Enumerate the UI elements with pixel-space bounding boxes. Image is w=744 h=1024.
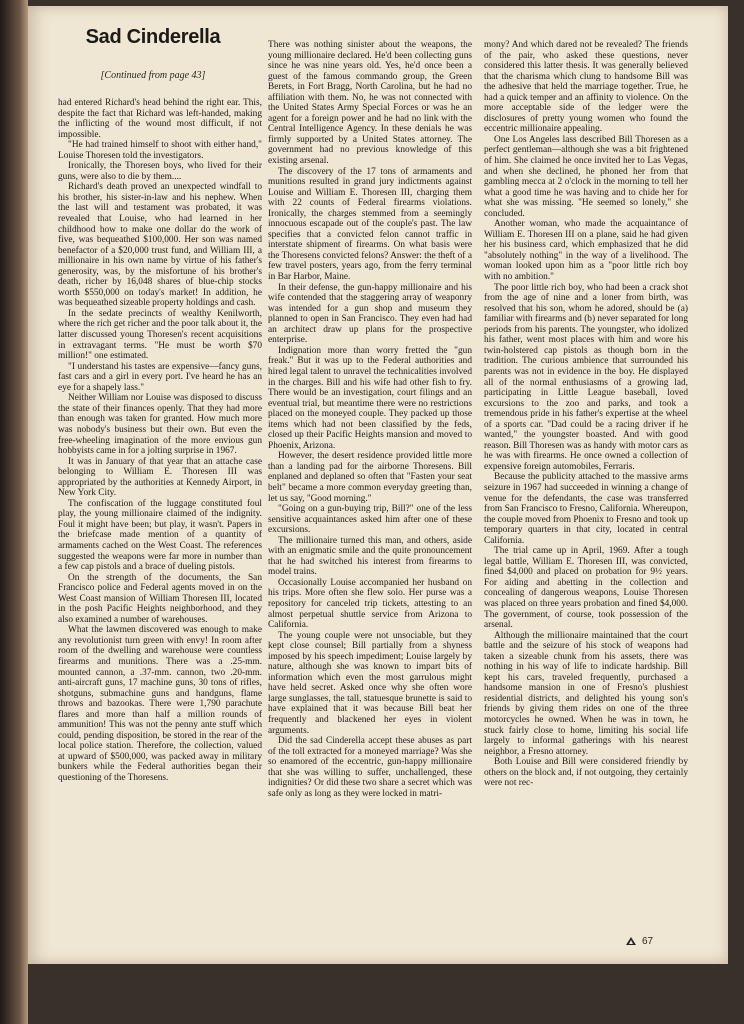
book-spine-shadow (0, 0, 28, 1024)
paragraph: "He had trained himself to shoot with either hand," Louise Thoresen told the investigators. (58, 140, 262, 161)
paragraph: In the sedate precincts of wealthy Kenilworth, where the rich get richer and the poor talk about it, the latter discussed young Thoresen's recent acquisitions in extravagant terms. "He must be worth $70 million!" one estimated. (58, 308, 262, 362)
paragraph: The discovery of the 17 tons of armaments and munitions resulted in grand jury indictments against Louise and William E. Thoresen III, charging them with 22 counts of Federal firearms violations. Ironically, the charges stemmed from a seemingly innocuous escapade out of the couple's past. The law specifies that a convicted felon cannot traffic in interstate shipment of firearms. On what basis were the Thoresens convicted felons? Answer: the theft of a few travel posters, years ago, from the ferry terminal in Bar Harbor, Maine. (268, 166, 472, 283)
paragraph: On the strength of the documents, the San Francisco police and Federal agents moved in on the West Coast mansion of William Thoresen III, located in the posh Pacific Heights neighborhood, and they also examined a number of warehouses. (58, 572, 262, 625)
text-column-2 (268, 40, 472, 928)
paragraph: The poor little rich boy, who had been a crack shot from the age of nine and a loner from birth, was resolved that his son, whom he adored, should be (a) familiar with firearms and (b) never separated for long periods from his parents. The youngster, who idolized his father, went most places with him and wore his twin-holstered cap pistols as though born in the tradition. The curious ambience that surrounded his parents was not in evidence in the boy. He displayed all of the normal enthusiasms of a growing lad, participating in Little League baseball, loved excursions to the zoo and parks, and took a tremendous pride in his father's expertise at the wheel of a sports car. "Dad could be a racing driver if he wanted," the youngster boasted. And with good reason. Bill Thoresen was as handy with motor cars as he was with firearms. He once owned a collection of expensive foreign automobiles, Ferraris. (484, 282, 688, 472)
paragraph: The millionaire turned this man, and others, aside with an enigmatic smile and the quite pronouncement that he had switched his interest from firearms to model trains. (268, 535, 472, 578)
paragraph: "Going on a gun-buying trip, Bill?" one of the less sensitive acquaintances asked him after one of these excursions. (268, 504, 472, 536)
paragraph: Both Louise and Bill were considered friendly by others on the block and, if not outgoing, they certainly were not rec- (484, 757, 688, 789)
paragraph: The young couple were not unsociable, but they kept close counsel; Bill partially from a shyness imposed by his speech impediment; Louise largely by nature, although she was known to impart bits of information which even the most garrulous might have held secret. Asked once why she often wore large sunglasses, the tall, statuesque brunette is said to have explained that it was because Bill beat her frequently and blackened her eyes in violent arguments. (268, 630, 472, 736)
paragraph: The trial came up in April, 1969. After a tough legal battle, William E. Thoresen III, was convicted, fined $4,000 and placed on probation for 9½ years. For aiding and abetting in the collection and concealing of dangerous weapons, Louise Thoresen was placed on three years probation and fined $4,000. The government, of course, took possession of the arsenal. (484, 546, 688, 631)
paragraph: Richard's death proved an unexpected windfall to his brother, his sister-in-law and his nephew. When the last will and testament was probated, it was revealed that Louise, who had learned in her childhood how to make one dollar do the work of five, was bequeathed $100,000. Her son was named benefactor of a $20,000 trust fund, and William III, a millionaire in his own name by virtue of his father's generosity, was, by the misfortune of his brother's death, richer by 16,048 shares of blue-chip stocks worth $550,000 on today's market! In addition, he was bequeathed sizeable property holdings and cash. (58, 182, 262, 309)
continued-note: [Continued from page 43] (100, 70, 206, 81)
page-number: 67 (642, 936, 654, 947)
paragraph: Indignation more than worry fretted the "gun freak." But it was up to the Federal authorities and hired legal talent to unravel the technicalities involved in the charges. Bill and his wife had other fish to fry. There would be an investigation, court filings and an eventual trial, but meantime there were no restrictions placed on the moneyed couple. They packed up those items which had not been classified by the feds, closed up their Pacific Heights mansion and moved to Phoenix, Arizona. (268, 345, 472, 451)
paragraph: Ironically, the Thoresen boys, who lived for their guns, were also to die by them.... (58, 161, 262, 182)
paragraph: "I understand his tastes are expensive—fancy guns, fast cars and a girl in every port. I've heard he has an eye for a shapely lass." (58, 361, 262, 393)
paragraph: Another woman, who made the acquaintance of William E. Thoresen III on a plane, said he had given her his business card, which emphasized that he did "absolutely nothing" in the way of a livelihood. The woman looked upon him as a "poor little rich boy with no ambition." (484, 219, 688, 283)
text-column-1 (58, 98, 262, 928)
article-title: Sad Cinderella (85, 26, 221, 48)
paragraph: What the lawmen discovered was enough to make any revolutionist turn green with envy! In room after room of the dwelling and warehouse were countless firearms and munitions. There was a .25-mm. mounted cannon, a .37-mm. cannon, two .20-mm. anti-aircraft guns, 17 machine guns, 30 tons of rifles, shotguns, submachine guns and handguns, flame throws and bazookas. There were 1,790 parachute flares and more than half a million rounds of ammunition! This was not the penny ante stuff which could, pending disposition, be stored in the rear of the local police station. Therefore, the collection, valued at upward of $500,000, was packed away in military bunkers while the Federal authorities began their questioning of the Thoresens. (58, 625, 262, 783)
paragraph: had entered Richard's head behind the right ear. This, despite the fact that Richard was left-handed, making the inflicting of the wound most difficult, if not impossible. (58, 98, 262, 140)
paragraph: Because the publicity attached to the massive arms seizure in 1967 had succeeded in winning a change of venue for the defendants, the case was transferred from San Francisco to Fresno, California. Whereupon, the couple moved from Phoenix to Fresno and took up temporary quarters in that city, located in central California. (484, 472, 688, 546)
paragraph: The confiscation of the luggage constituted foul play, the young millionaire claimed of the indignity. Foul it might have been; but play, it wasn't. Papers in the briefcase made mention of a quantity of armaments cached on the West Coast. The references suggested the weapons were far more in number than a few cap pistols and a brace of dueling pistols. (58, 498, 262, 573)
paragraph: However, the desert residence provided little more than a landing pad for the airborne Thoresens. Bill enplaned and deplaned so often that "Fasten your seat belt" became a more common everyday greeting than, let us say, "Good morning." (268, 451, 472, 504)
paragraph: Did the sad Cinderella accept these abuses as part of the toll extracted for a moneyed marriage? Was she so enamored of the eccentric, gun-happy millionaire that she was willing to suffer, unchallenged, these indignities? Or did these two share a secret which was safe only as long as they were locked in matri- (268, 736, 472, 799)
end-mark-triangle-icon (626, 937, 636, 945)
paragraph: Neither William nor Louise was disposed to discuss the state of their finances openly. That they had more than enough was taken for granted. How much more was nobody's business but their own. But even the free-wheeling imagination of the more envious gun hobbyists came in for a jolting surprise in 1967. (58, 393, 262, 457)
paragraph: In their defense, the gun-happy millionaire and his wife contended that the staggering array of weaponry was intended for a gun shop and museum they planned to open in San Francisco. They even had had an architect draw up plans for the prospective enterprise. (268, 282, 472, 346)
text-column-3 (484, 40, 688, 918)
paragraph: Although the millionaire maintained that the court battle and the seizure of his stock of weapons had taken a sizeable chunk from his assets, there was nothing in his way of life to indicate hardship. Bill kept his cars, traveled frequently, purchased a handsome mansion in one of Fresno's plushiest residential districts, and delighted his young son's friends by giving them rides on one of the three motorcycles he owned. When he was in town, he stuck fairly close to home, limiting his social life largely to informal gatherings with his nearest neighbor, a Fresno attorney. (484, 630, 688, 757)
paragraph: mony? And which dared not be revealed? The friends of the pair, who asked these questions, never considered this latter thesis. It was generally believed that the charisma which clung to handsome Bill was the adhesive that held the marriage together. True, he had a quick temper and an affinity to violence. On the more acceptable side of the ledger were the disclosures of pretty young women who found the eccentric millionaire appealing. (484, 40, 688, 135)
paragraph: Occasionally Louise accompanied her husband on his trips. More often she flew solo. Her purse was a repository for canceled trip tickets, attesting to an almost perpetual shuttle service from Arizona to California. (268, 577, 472, 631)
paragraph: There was nothing sinister about the weapons, the young millionaire declared. He'd been collecting guns since he was nine years old. Yes, he'd once been a guest of the famous commando group, the Green Berets, in Fort Bragg, North Carolina, but he had no affiliation with them. No, he was not connected with the United States Army Special Forces or was he an agent for a foreign power and he had no link with the Central Intelligence Agency. In these denials he was firmly supported by a United States attorney. The government had no previous knowledge of this existing arsenal. (268, 40, 472, 167)
paragraph: It was in January of that year that an attache case belonging to William E. Thoresen III was appropriated by the authorities at Kennedy Airport, in New York City. (58, 456, 262, 499)
paragraph: One Los Angeles lass described Bill Thoresen as a perfect gentleman—although she was a bit frightened of him. She claimed he once invited her to Las Vegas, and when she declined, he phoned her from that gambling mecca at 2 o'clock in the morning to tell her what a good time he was having and to chide her for what she was missing. "He seemed so lonely," she concluded. (484, 134, 688, 219)
